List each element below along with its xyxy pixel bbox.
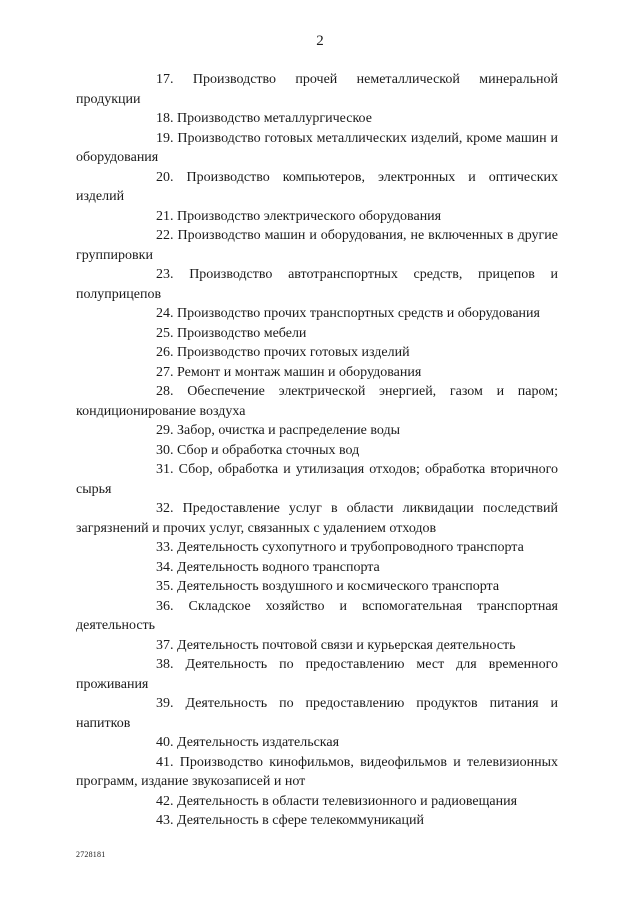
item-text: Деятельность сухопутного и трубопроводного транспорта bbox=[177, 540, 524, 555]
list-item bbox=[76, 363, 558, 383]
list-item bbox=[76, 109, 558, 129]
list-item bbox=[76, 733, 558, 753]
item-number: 31. bbox=[156, 462, 174, 477]
list-item bbox=[76, 265, 558, 304]
document-code: 2728181 bbox=[76, 850, 106, 859]
item-number: 23. bbox=[156, 267, 174, 282]
item-text: Сбор, обработка и утилизация отходов; обработка вторичного сырья bbox=[76, 462, 558, 497]
list-item bbox=[76, 226, 558, 265]
item-text: Складское хозяйство и вспомогательная транспортная деятельность bbox=[76, 598, 558, 633]
item-number: 43. bbox=[156, 813, 174, 828]
list-item bbox=[76, 304, 558, 324]
item-text: Производство прочей неметаллической минеральной продукции bbox=[76, 72, 558, 107]
list-item bbox=[76, 460, 558, 499]
item-number: 27. bbox=[156, 364, 174, 380]
item-number: 26. bbox=[156, 345, 174, 360]
item-number: 22. bbox=[156, 228, 174, 243]
item-text: Предоставление услуг в области ликвидации последствий загрязнений и прочих услуг, связанных с удалением отходов bbox=[76, 501, 559, 536]
list-item bbox=[76, 441, 558, 461]
item-number: 39. bbox=[156, 696, 174, 711]
list-item bbox=[76, 694, 558, 733]
list-item bbox=[76, 811, 558, 831]
list-item bbox=[76, 753, 558, 792]
item-text: Производство кинофильмов, видеофильмов и телевизионных программ, издание звукозаписей и нот bbox=[76, 754, 559, 789]
item-text: Производство прочих транспортных средств и оборудования bbox=[177, 306, 540, 321]
item-text: Ремонт и монтаж машин и оборудования bbox=[177, 364, 422, 380]
page-number: 2 bbox=[316, 33, 324, 49]
list-item bbox=[76, 343, 558, 363]
item-number: 17. bbox=[156, 72, 174, 87]
item-text: Деятельность в сфере телекоммуникаций bbox=[177, 813, 424, 828]
item-number: 41. bbox=[156, 754, 174, 770]
item-text: Производство прочих готовых изделий bbox=[177, 345, 410, 360]
item-text: Забор, очистка и распределение воды bbox=[177, 423, 400, 438]
item-text: Производство мебели bbox=[177, 325, 307, 341]
item-text: Деятельность воздушного и космического транспорта bbox=[177, 579, 500, 594]
list-item bbox=[76, 577, 558, 597]
item-number: 28. bbox=[156, 384, 174, 399]
item-number: 37. bbox=[156, 637, 174, 653]
list-item bbox=[76, 421, 558, 441]
item-number: 18. bbox=[156, 111, 174, 126]
item-number: 35. bbox=[156, 579, 174, 594]
list-item bbox=[76, 636, 558, 656]
item-text: Деятельность по предоставлению продуктов питания и напитков bbox=[76, 696, 558, 731]
item-text: Деятельность по предоставлению мест для временного проживания bbox=[76, 657, 559, 692]
item-number: 21. bbox=[156, 208, 174, 224]
item-text: Деятельность водного транспорта bbox=[177, 559, 380, 575]
item-number: 20. bbox=[156, 169, 174, 185]
list-item bbox=[76, 655, 558, 694]
item-text: Деятельность издательская bbox=[177, 735, 340, 750]
item-text: Производство электрического оборудования bbox=[177, 208, 442, 224]
list-item bbox=[76, 129, 558, 168]
item-number: 36. bbox=[156, 598, 174, 614]
item-text: Сбор и обработка сточных вод bbox=[177, 442, 360, 458]
item-text: Деятельность в области телевизионного и радиовещания bbox=[177, 793, 518, 809]
item-text: Производство готовых металлических изделий, кроме машин и оборудования bbox=[76, 130, 558, 165]
list-item bbox=[76, 538, 558, 558]
list-item bbox=[76, 207, 558, 227]
activity-list bbox=[76, 70, 558, 831]
list-item bbox=[76, 499, 558, 538]
item-text: Производство компьютеров, электронных и оптических изделий bbox=[76, 169, 559, 204]
item-number: 33. bbox=[156, 540, 174, 555]
list-item bbox=[76, 70, 558, 109]
item-text: Обеспечение электрической энергией, газом и паром; кондиционирование воздуха bbox=[76, 384, 558, 419]
item-number: 30. bbox=[156, 442, 174, 458]
list-item bbox=[76, 558, 558, 578]
list-item bbox=[76, 324, 558, 344]
list-item bbox=[76, 168, 558, 207]
list-item bbox=[76, 792, 558, 812]
item-text: Деятельность почтовой связи и курьерская деятельность bbox=[177, 637, 516, 653]
item-number: 29. bbox=[156, 423, 174, 438]
item-text: Производство машин и оборудования, не включенных в другие группировки bbox=[76, 228, 558, 263]
list-item bbox=[76, 597, 558, 636]
item-number: 42. bbox=[156, 793, 174, 809]
item-number: 32. bbox=[156, 501, 174, 516]
list-item bbox=[76, 382, 558, 421]
item-number: 24. bbox=[156, 306, 174, 321]
item-number: 38. bbox=[156, 657, 174, 672]
item-text: Производство металлургическое bbox=[177, 111, 372, 126]
item-number: 40. bbox=[156, 735, 174, 750]
item-number: 34. bbox=[156, 559, 174, 575]
item-number: 19. bbox=[156, 130, 174, 146]
item-text: Производство автотранспортных средств, прицепов и полуприцепов bbox=[76, 267, 558, 302]
item-number: 25. bbox=[156, 325, 174, 341]
